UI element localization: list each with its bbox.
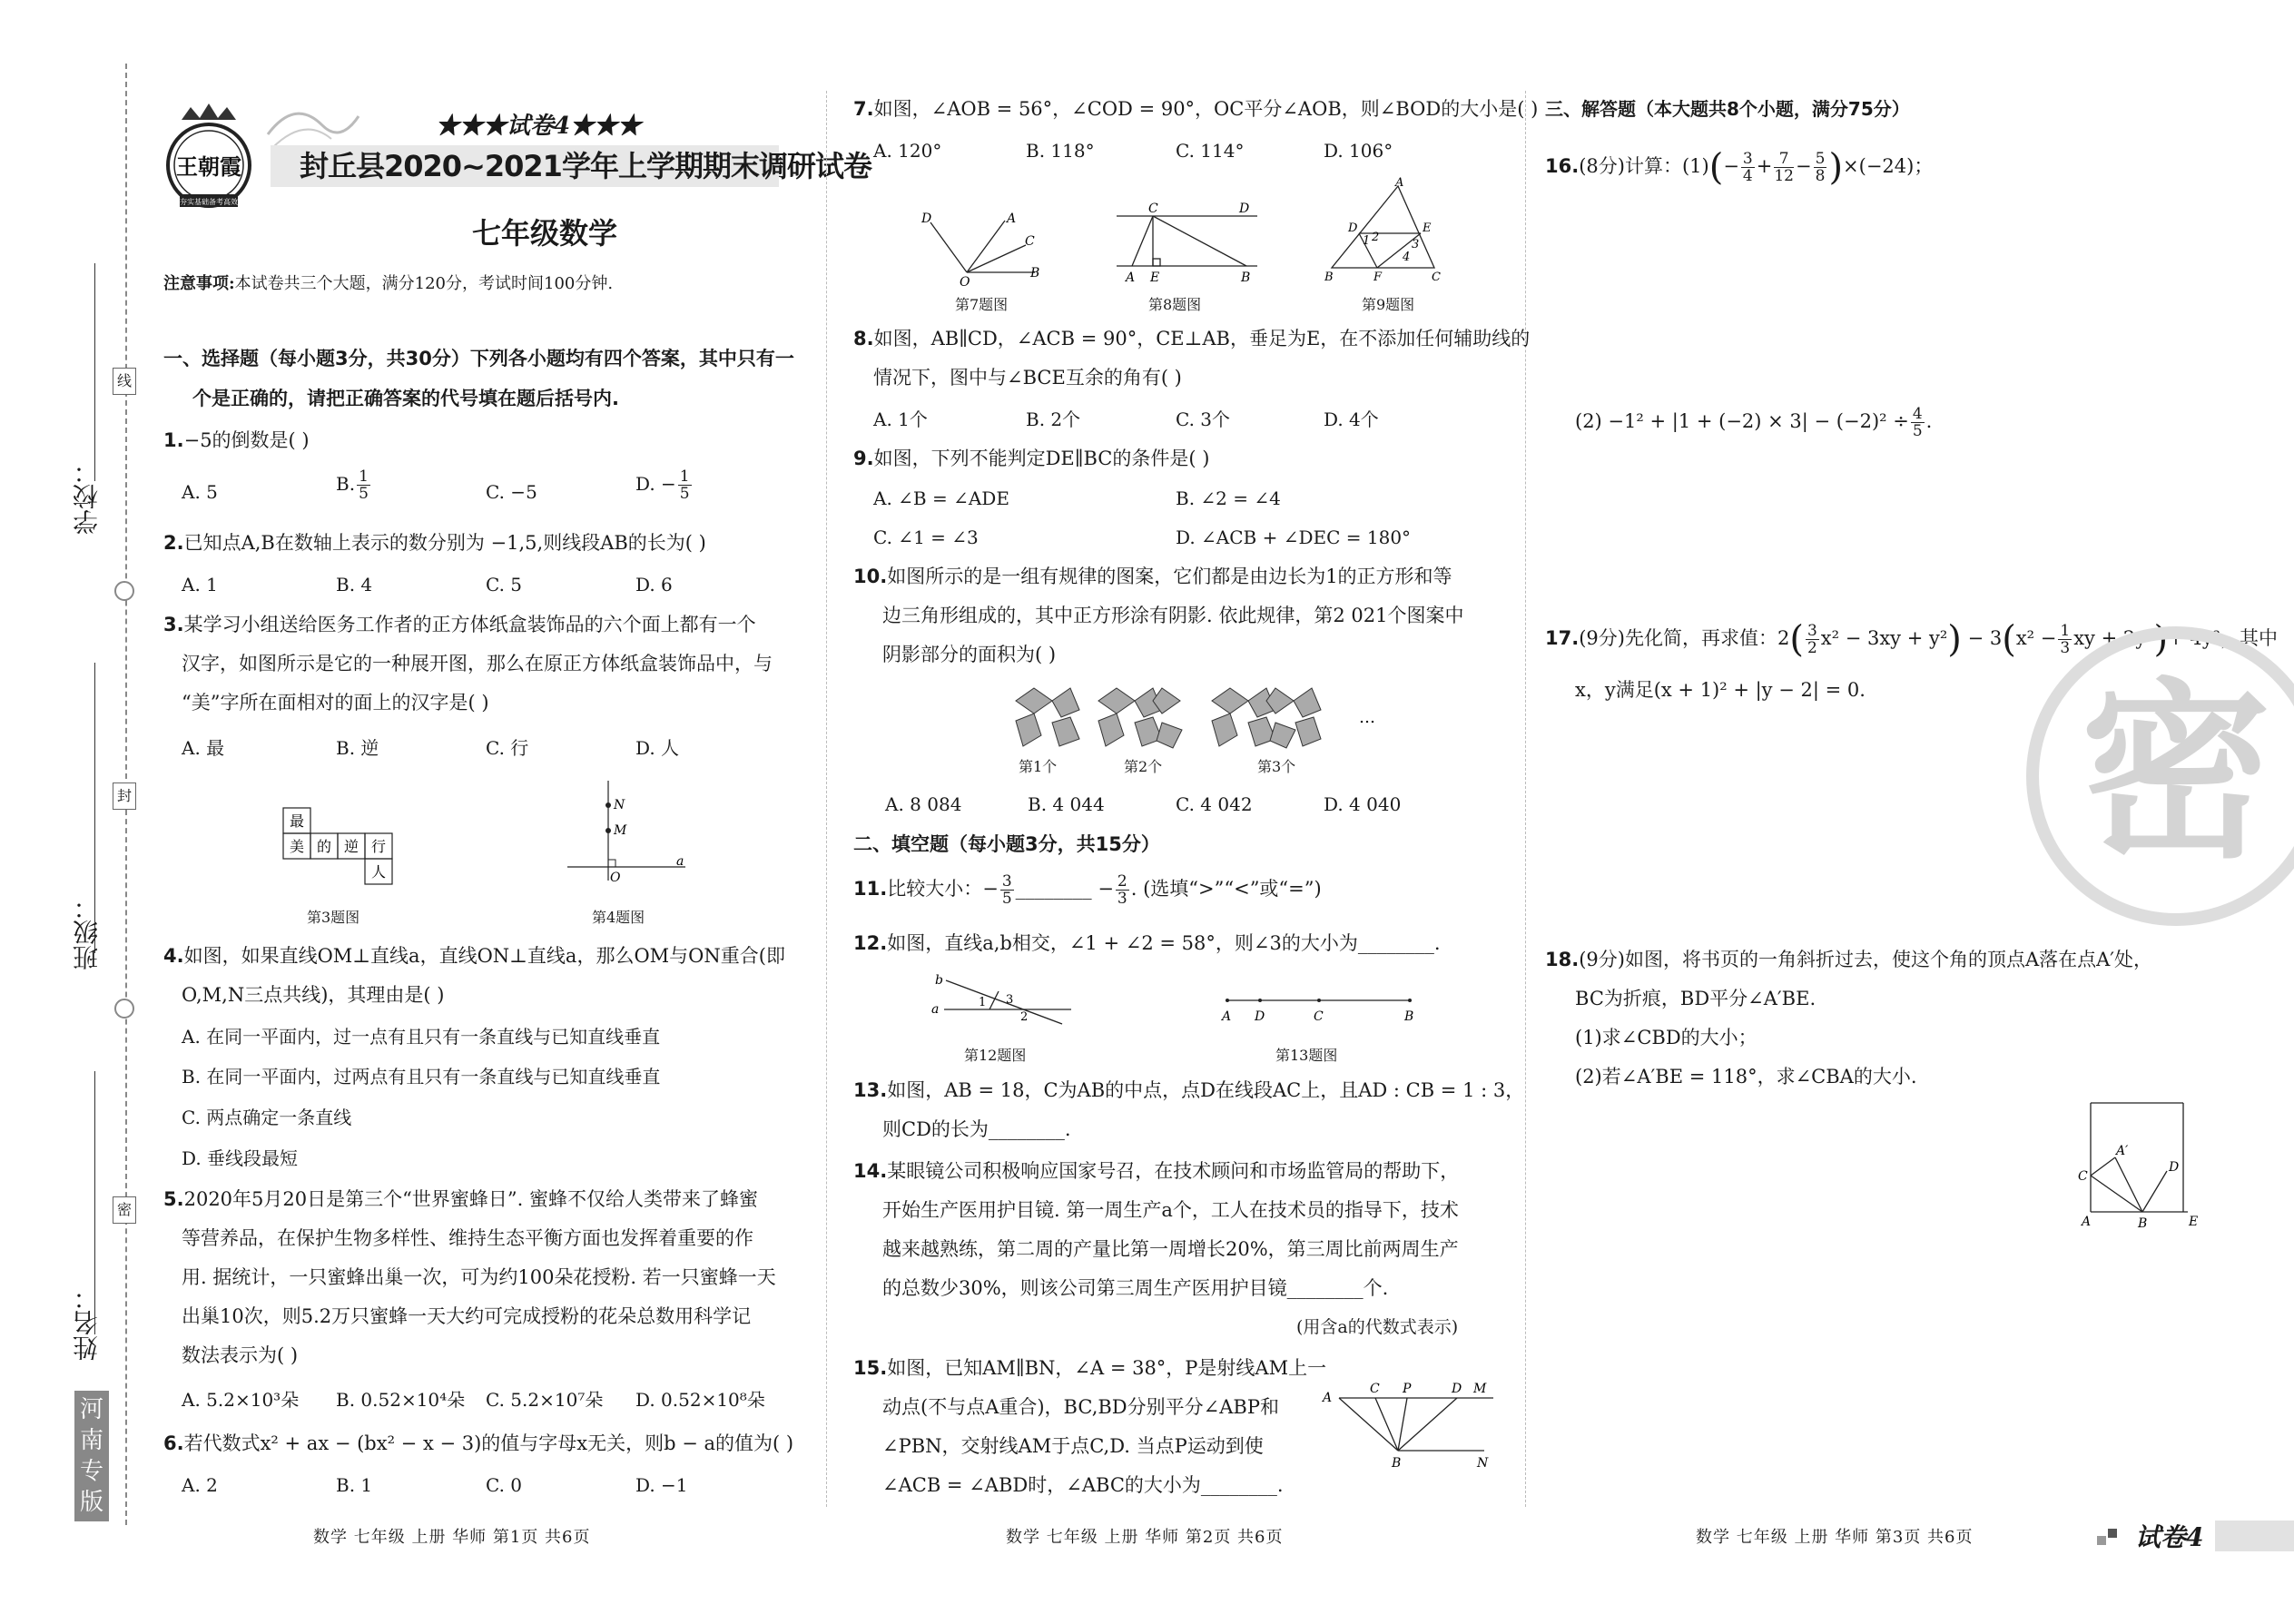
q3-option-d: D. 人 xyxy=(635,737,680,759)
svg-text:4: 4 xyxy=(1403,251,1411,264)
svg-text:D: D xyxy=(1255,1009,1265,1024)
svg-text:O: O xyxy=(960,275,970,286)
svg-text:2: 2 xyxy=(1020,1010,1029,1024)
question-14: 14.某眼镜公司积极响应国家号召，在技术顾问和市场监管局的帮助下， xyxy=(853,1160,1460,1182)
svg-text:C: C xyxy=(1314,1009,1324,1024)
question-6: 6.若代数式x² + ax − (bx² − x − 3)的值与字母x无关，则b − a的值为( ) xyxy=(163,1432,794,1454)
figure-12 xyxy=(926,973,1080,1031)
svg-text:A: A xyxy=(1222,1009,1232,1024)
caption-fig13: 第13题图 xyxy=(1275,1047,1338,1064)
footer-page1: 数学 七年级 上册 华师 第1页 共6页 xyxy=(313,1528,591,1547)
question-9: 9.如图，下列不能判定DE∥BC的条件是( ) xyxy=(853,448,1210,469)
figure-9 xyxy=(1321,177,1448,290)
caption-fig12: 第12题图 xyxy=(964,1047,1027,1064)
question-10-line2: 边三角形组成的，其中正方形涂有阴影. 依此规律，第2 021个图案中 xyxy=(882,605,1464,626)
svg-text:b: b xyxy=(935,973,943,988)
q7-option-d: D. 106° xyxy=(1324,140,1393,162)
caption-fig10-1: 第1个 xyxy=(1019,758,1058,775)
question-15-line2: 动点(不与点A重合)，BC,BD分别平分∠ABP和 xyxy=(882,1396,1279,1418)
q7-option-b: B. 118° xyxy=(1026,140,1095,162)
question-5-line4: 出巢10次，则5.2万只蜜蜂一天大约可完成授粉的花朵总数用科学记 xyxy=(182,1305,752,1327)
question-5-line5: 数法表示为( ) xyxy=(182,1344,299,1366)
svg-text:A: A xyxy=(1126,271,1136,285)
question-15-line3: ∠PBN，交射线AM于点C,D. 当点P运动到使 xyxy=(882,1435,1264,1457)
svg-text:C: C xyxy=(1370,1382,1380,1396)
q3-option-c: C. 行 xyxy=(486,737,529,759)
q2-option-d: D. 6 xyxy=(635,574,673,595)
q6-option-b: B. 1 xyxy=(336,1474,373,1496)
q5-option-d: D. 0.52×10⁸朵 xyxy=(635,1389,765,1411)
question-4: 4.如图，如果直线OM⊥直线a，直线ON⊥直线a，那么OM与ON重合(即 xyxy=(163,945,785,967)
svg-text:人: 人 xyxy=(370,863,387,881)
q9-option-d: D. ∠ACB + ∠DEC = 180° xyxy=(1176,527,1412,548)
question-18-line2: BC为折痕，BD平分∠A′BE. xyxy=(1575,988,1816,1009)
svg-text:3: 3 xyxy=(1006,993,1014,1007)
q4-option-b: B. 在同一平面内，过两点有且只有一条直线与已知直线垂直 xyxy=(182,1066,661,1088)
caption-fig7: 第7题图 xyxy=(955,296,1009,313)
question-14-hint: (用含a的代数式表示) xyxy=(1296,1317,1459,1337)
class-label: 班级： xyxy=(72,894,102,970)
svg-text:2: 2 xyxy=(1372,231,1380,244)
q4-option-a: A. 在同一平面内，过一点有且只有一条直线与已知直线垂直 xyxy=(182,1026,661,1048)
svg-text:N: N xyxy=(614,798,625,812)
q6-option-c: C. 0 xyxy=(486,1474,523,1496)
question-15-line4: ∠ACB = ∠ABD时，∠ABC的大小为________. xyxy=(882,1474,1284,1496)
school-line xyxy=(94,263,95,481)
question-7: 7.如图，∠AOB = 56°，∠COD = 90°，OC平分∠AOB，则∠BOD的大小是( ) xyxy=(853,98,1539,120)
question-18: 18.(9分)如图，将书页的一角斜折过去，使这个角的顶点A落在点A′处， xyxy=(1545,949,2153,970)
svg-text:F: F xyxy=(1373,271,1383,284)
question-16-part2: (2) −1² + |1 + (−2) × 3| − (−2)² ÷ $\frac{4}{5}$ . xyxy=(1575,405,1933,440)
question-13-line2: 则CD的长为________. xyxy=(882,1118,1071,1140)
question-4-line2: O,M,N三点共线)，其理由是( ) xyxy=(182,984,445,1006)
q3-option-a: A. 最 xyxy=(182,737,225,759)
svg-text:M: M xyxy=(614,823,627,838)
svg-text:C: C xyxy=(2078,1169,2088,1184)
section1-heading: 一、选择题（每小题3分，共30分）下列各小题均有四个答案，其中只有一 xyxy=(163,348,794,369)
section1-heading2: 个是正确的，请把正确答案的代号填在题后括号内. xyxy=(192,388,619,409)
q1-option-b: B. $\frac{1}{5}$ xyxy=(336,468,369,503)
q2-option-b: B. 4 xyxy=(336,574,373,595)
figure-18 xyxy=(2065,1098,2210,1238)
question-10-line3: 阴影部分的面积为( ) xyxy=(882,644,1057,665)
q3-option-b: B. 逆 xyxy=(336,737,379,759)
footer-page2: 数学 七年级 上册 华师 第2页 共6页 xyxy=(1006,1528,1284,1547)
svg-text:A: A xyxy=(2082,1215,2092,1229)
svg-text:A′: A′ xyxy=(2116,1144,2129,1158)
q1-option-a: A. 5 xyxy=(182,481,218,503)
q9-option-c: C. ∠1 = ∠3 xyxy=(873,527,979,548)
caption-fig4: 第4题图 xyxy=(592,909,645,926)
svg-text:备考高效: 备考高效 xyxy=(209,198,238,206)
publisher-logo xyxy=(163,100,254,209)
question-5-line2: 等营养品，在保护生物多样性、维持生态平衡方面也发挥着重要的作 xyxy=(182,1227,753,1249)
caption-fig10-2: 第2个 xyxy=(1124,758,1163,775)
footer-squares-icon xyxy=(2097,1525,2119,1547)
svg-text:D: D xyxy=(1348,221,1358,235)
question-3-line3: “美”字所在面相对的面上的汉字是( ) xyxy=(182,692,489,714)
svg-text:1: 1 xyxy=(1363,234,1371,248)
figure-13 xyxy=(1216,989,1425,1029)
q8-option-a: A. 1个 xyxy=(873,408,928,430)
svg-text:N: N xyxy=(1477,1456,1489,1471)
name-label: 姓名： xyxy=(72,1284,102,1361)
question-10: 10.如图所示的是一组有规律的图案，它们都是由边长为1的正方形和等 xyxy=(853,566,1452,587)
seal-mark: 封 xyxy=(113,782,136,810)
question-17: 17.(9分)先化简，再求值：2( $\frac{3}{2}$ x² − 3xy + y²) − 3(x² − $\frac{1}{3}$ xy + 2y²)+ 4y²，其中 xyxy=(1545,618,2279,661)
figure-10-patterns xyxy=(1003,683,1384,759)
svg-text:D: D xyxy=(921,212,932,226)
exam-title: 封丘县2020~2021学年上学期期末调研试卷 xyxy=(300,149,871,183)
exam-badge: ★★★试卷4★★★ xyxy=(436,113,642,140)
figure-8 xyxy=(1112,198,1266,292)
figure-15 xyxy=(1321,1380,1502,1483)
svg-text:E: E xyxy=(1150,271,1160,285)
column-divider xyxy=(826,91,827,1507)
binding-hole-icon xyxy=(114,581,134,601)
q10-option-d: D. 4 040 xyxy=(1324,793,1402,815)
q7-option-c: C. 114° xyxy=(1176,140,1245,162)
q10-option-a: A. 8 084 xyxy=(885,793,962,815)
question-17-line2: x，y满足(x + 1)² + |y − 2| = 0. xyxy=(1575,679,1866,701)
question-11: 11.比较大小：− $\frac{3}{5}$ ________ − $\frac{2}{3}$ . (选填“>”“<”或“=”) xyxy=(853,872,1322,908)
svg-text:逆: 逆 xyxy=(343,838,359,855)
svg-text:B: B xyxy=(1324,271,1334,284)
q8-option-d: D. 4个 xyxy=(1324,408,1379,430)
figure-4 xyxy=(563,776,699,898)
svg-text:a: a xyxy=(676,854,684,869)
secret-mark: 密 xyxy=(113,1196,136,1224)
svg-text:最: 最 xyxy=(289,812,305,830)
question-13: 13.如图，AB = 18，C为AB的中点，点D在线段AC上，且AD : CB = 1 : 3， xyxy=(853,1079,1525,1101)
caption-fig10-3: 第3个 xyxy=(1257,758,1296,775)
question-5-line3: 用. 据统计，一只蜜蜂出巢一次，可为约100朵花授粉. 若一只蜜蜂一天 xyxy=(182,1266,776,1288)
section2-heading: 二、填空题（每小题3分，共15分） xyxy=(853,833,1160,855)
q9-option-b: B. ∠2 = ∠4 xyxy=(1176,487,1281,509)
svg-text:…: … xyxy=(1359,708,1375,727)
q5-option-a: A. 5.2×10³朵 xyxy=(182,1389,300,1411)
svg-text:C: C xyxy=(1025,234,1035,249)
svg-text:美: 美 xyxy=(289,838,305,855)
svg-text:D: D xyxy=(2169,1160,2180,1175)
figure-7 xyxy=(921,204,1049,290)
svg-text:3: 3 xyxy=(1412,238,1420,251)
svg-text:B: B xyxy=(1404,1009,1414,1024)
notice xyxy=(163,271,613,294)
binding-hole-icon xyxy=(114,999,134,1019)
question-8: 8.如图，AB∥CD，∠ACB = 90°，CE⊥AB，垂足为E，在不添加任何辅助线的 xyxy=(853,328,1531,349)
caption-fig3: 第3题图 xyxy=(307,909,360,926)
logo-text: 王朝霞 xyxy=(176,153,241,180)
q6-option-d: D. −1 xyxy=(635,1474,688,1496)
svg-text:O: O xyxy=(610,871,621,885)
svg-text:P: P xyxy=(1403,1382,1412,1396)
svg-text:E: E xyxy=(1423,221,1432,235)
svg-text:B: B xyxy=(2138,1216,2148,1231)
school-label: 学校： xyxy=(72,458,102,535)
caption-fig9: 第9题图 xyxy=(1362,296,1415,313)
footer-badge: 试卷4 xyxy=(2135,1522,2204,1552)
figure-3-net xyxy=(281,806,399,901)
svg-text:a: a xyxy=(931,1002,940,1017)
line-mark: 线 xyxy=(113,368,136,395)
svg-text:A: A xyxy=(1395,177,1404,190)
subject-title: 七年级数学 xyxy=(472,216,618,251)
watermark-text: 密 xyxy=(2080,662,2271,884)
q2-option-a: A. 1 xyxy=(182,574,218,595)
question-15: 15.如图，已知AM∥BN，∠A = 38°，P是射线AM上一 xyxy=(853,1357,1327,1379)
svg-text:D: D xyxy=(1452,1382,1462,1396)
question-2: 2.已知点A,B在数轴上表示的数分别为 −1,5,则线段AB的长为( ) xyxy=(163,532,706,554)
svg-text:的: 的 xyxy=(316,838,332,855)
question-8-line2: 情况下，图中与∠BCE互余的角有( ) xyxy=(873,367,1182,389)
question-14-line2: 开始生产医用护目镜. 第一周生产a个，工人在技术员的指导下，技术 xyxy=(882,1199,1459,1221)
svg-text:E: E xyxy=(2189,1215,2199,1229)
notice-label: 注意事项: xyxy=(163,274,235,293)
footer-band xyxy=(2215,1521,2294,1551)
svg-text:A: A xyxy=(1323,1391,1333,1405)
svg-text:B: B xyxy=(1241,271,1251,285)
ribbon-decoration xyxy=(259,98,340,153)
question-12: 12.如图，直线a,b相交，∠1 + ∠2 = 58°，则∠3的大小为________. xyxy=(853,932,1441,954)
q5-option-b: B. 0.52×10⁴朵 xyxy=(336,1389,466,1411)
q8-option-b: B. 2个 xyxy=(1026,408,1081,430)
svg-text:夯实基础: 夯实基础 xyxy=(180,198,209,206)
question-14-line3: 越来越熟练，第二周的产量比第一周增长20%，第三周比前两周生产 xyxy=(882,1238,1459,1260)
question-14-line4: 的总数少30%，则该公司第三周生产医用护目镜________个. xyxy=(882,1277,1389,1299)
q6-option-a: A. 2 xyxy=(182,1474,218,1496)
svg-text:D: D xyxy=(1239,202,1250,216)
footer-page3: 数学 七年级 上册 华师 第3页 共6页 xyxy=(1696,1528,1974,1547)
svg-text:1: 1 xyxy=(979,996,987,1009)
q4-option-c: C. 两点确定一条直线 xyxy=(182,1107,352,1128)
edition-badge: 河南专版 xyxy=(74,1391,109,1521)
svg-text:行: 行 xyxy=(370,838,387,855)
svg-text:M: M xyxy=(1473,1382,1487,1396)
column-divider xyxy=(1525,91,1526,1507)
svg-text:B: B xyxy=(1392,1456,1402,1471)
question-18-part2: (2)若∠A′BE = 118°，求∠CBA的大小. xyxy=(1575,1066,1917,1088)
q5-option-c: C. 5.2×10⁷朵 xyxy=(486,1389,604,1411)
question-16: 16.(8分)计算：(1)(− $\frac{3}{4}$ + $\frac{7}{12}$ − $\frac{5}{8}$ )×(−24)； xyxy=(1545,146,1934,189)
q4-option-d: D. 垂线段最短 xyxy=(182,1147,299,1169)
question-18-part1: (1)求∠CBD的大小； xyxy=(1575,1027,1757,1048)
q10-option-b: B. 4 044 xyxy=(1028,793,1105,815)
q7-option-a: A. 120° xyxy=(873,140,942,162)
section3-heading: 三、解答题（本大题共8个小题，满分75分） xyxy=(1545,98,1910,120)
q2-option-c: C. 5 xyxy=(486,574,523,595)
svg-text:C: C xyxy=(1432,271,1441,284)
q1-option-c: C. −5 xyxy=(486,481,537,503)
secret-watermark xyxy=(2026,626,2294,926)
svg-text:B: B xyxy=(1030,266,1040,281)
question-1: 1.−5的倒数是( ) xyxy=(163,429,310,451)
q1-option-d: D. − $\frac{1}{5}$ xyxy=(635,468,690,503)
question-5: 5.2020年5月20日是第三个“世界蜜蜂日”. 蜜蜂不仅给人类带来了蜂蜜 xyxy=(163,1188,758,1210)
notice-text: 本试卷共三个大题，满分120分，考试时间100分钟. xyxy=(234,274,614,293)
q8-option-c: C. 3个 xyxy=(1176,408,1231,430)
question-3-line2: 汉字，如图所示是它的一种展开图，那么在原正方体纸盒装饰品中，与 xyxy=(182,653,773,674)
svg-text:A: A xyxy=(1007,212,1017,226)
svg-text:C: C xyxy=(1148,202,1158,216)
caption-fig8: 第8题图 xyxy=(1148,296,1202,313)
question-3: 3.某学习小组送给医务工作者的正方体纸盒装饰品的六个面上都有一个 xyxy=(163,614,756,635)
q9-option-a: A. ∠B = ∠ADE xyxy=(873,487,1009,509)
q10-option-c: C. 4 042 xyxy=(1176,793,1253,815)
